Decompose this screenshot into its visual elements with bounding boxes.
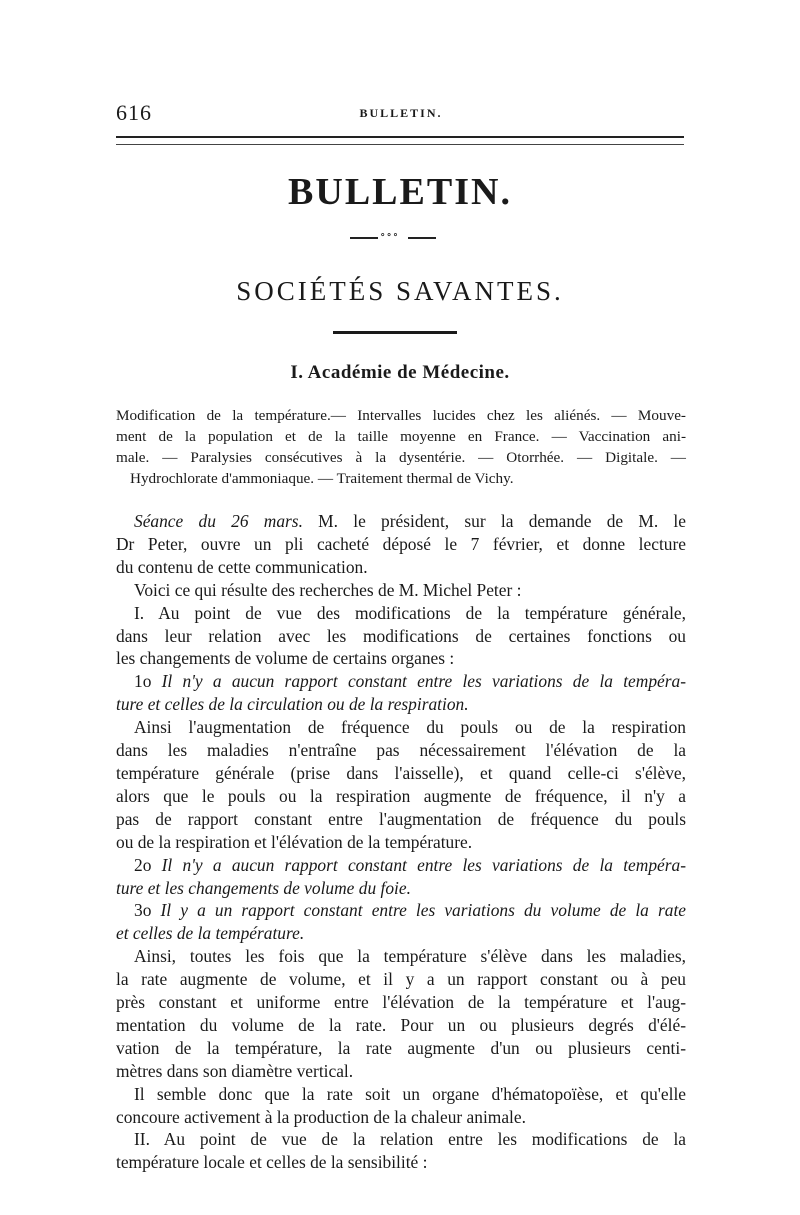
header-double-rule: [116, 136, 684, 145]
text-line: du contenu de cette communication.: [116, 556, 368, 577]
text-line: II. Au point de vue de la relation entre les modifications de la: [134, 1129, 686, 1150]
subsection-title: I. Académie de Médecine.: [290, 362, 510, 383]
running-header: [116, 100, 686, 124]
text-line: concoure activement à la production de la chaleur animale.: [116, 1106, 526, 1127]
text-line: vation de la température, la rate augmente d'un ou plusieurs centi-: [116, 1037, 686, 1058]
item-number: 2o: [134, 854, 162, 875]
item-number: 1o: [134, 671, 162, 692]
text-line: température générale (prise dans l'aisselle), et quand celle-ci s'élève,: [116, 762, 686, 783]
text-line: ture et les changements de volume du foie.: [116, 877, 411, 898]
page-title: BULLETIN.: [288, 171, 512, 213]
text-line: ture et celles de la circulation ou de la respiration.: [116, 694, 469, 715]
text-span: M. le président, sur la demande de M. le: [302, 511, 686, 531]
running-title: BULLETIN.: [359, 106, 443, 120]
text-line: [116, 510, 686, 533]
ornament-right-rule: [408, 237, 436, 239]
text-line: Dr Peter, ouvre un pli cacheté déposé le 7 février, et donne lecture: [116, 533, 686, 554]
ornament-left-rule: [350, 237, 378, 239]
text-line: pas de rapport constant entre l'augmentation de fréquence du pouls: [116, 808, 686, 829]
italic-text: Il n'y a aucun rapport constant entre les variations de la tempéra-: [161, 854, 686, 875]
title-ornament: [350, 229, 436, 242]
text-line: la rate augmente de volume, et il y a un rapport constant ou à peu: [116, 969, 686, 990]
text-line: [116, 854, 686, 877]
ornament-dots: ∘∘∘: [380, 229, 400, 241]
page-number: 616: [116, 100, 152, 125]
text-line: mentation du volume de la rate. Pour un ou plusieurs degrés d'élé-: [116, 1014, 686, 1035]
italic-text: Il n'y a aucun rapport constant entre les variations de la tempéra-: [161, 671, 686, 692]
text-line: Il semble donc que la rate soit un organe d'hématopoïèse, et qu'elle: [134, 1083, 686, 1104]
text-line: et celles de la température.: [116, 923, 305, 944]
body-text: [116, 510, 686, 1174]
text-line: alors que le pouls ou la respiration augmente de fréquence, il n'y a: [116, 785, 686, 806]
summary-line: ment de la population et de la taille moyenne en France. — Vaccination ani-: [116, 428, 686, 445]
text-line: [116, 899, 686, 922]
item-number: 3o: [134, 900, 161, 921]
text-line: mètres dans son diamètre vertical.: [116, 1060, 354, 1081]
summary-paragraph: [116, 405, 686, 489]
text-line: près constant et uniforme entre l'élévation de la température et l'aug-: [116, 992, 686, 1013]
text-line: Voici ce qui résulte des recherches de M. Michel Peter :: [134, 579, 522, 600]
text-line: ou de la respiration et l'élévation de la température.: [116, 831, 473, 852]
text-line: les changements de volume de certains organes :: [116, 648, 455, 669]
text-line: Ainsi l'augmentation de fréquence du pouls ou de la respiration: [134, 717, 686, 738]
section-title: SOCIÉTÉS SAVANTES.: [236, 276, 564, 306]
text-line: dans les maladies n'entraîne pas nécessairement l'élévation de la: [116, 740, 686, 761]
section-rule: [333, 331, 457, 334]
italic-text: Il y a un rapport constant entre les variations du volume de la rate: [160, 900, 686, 921]
text-line: dans leur relation avec les modifications de certaines fonctions ou: [116, 625, 686, 646]
summary-line: male. — Paralysies consécutives à la dysentérie. — Otorrhée. — Digitale. —: [116, 449, 686, 466]
text-line: température locale et celles de la sensibilité :: [116, 1152, 428, 1173]
summary-line: Hydrochlorate d'ammoniaque. — Traitement thermal de Vichy.: [130, 470, 514, 487]
text-line: I. Au point de vue des modifications de la température générale,: [134, 602, 686, 623]
summary-line: Modification de la température.— Intervalles lucides chez les aliénés. — Mouve-: [116, 407, 686, 424]
text-line: Ainsi, toutes les fois que la température s'élève dans les maladies,: [134, 946, 686, 967]
session-date: Séance du 26 mars.: [134, 511, 303, 531]
text-line: [116, 670, 686, 693]
